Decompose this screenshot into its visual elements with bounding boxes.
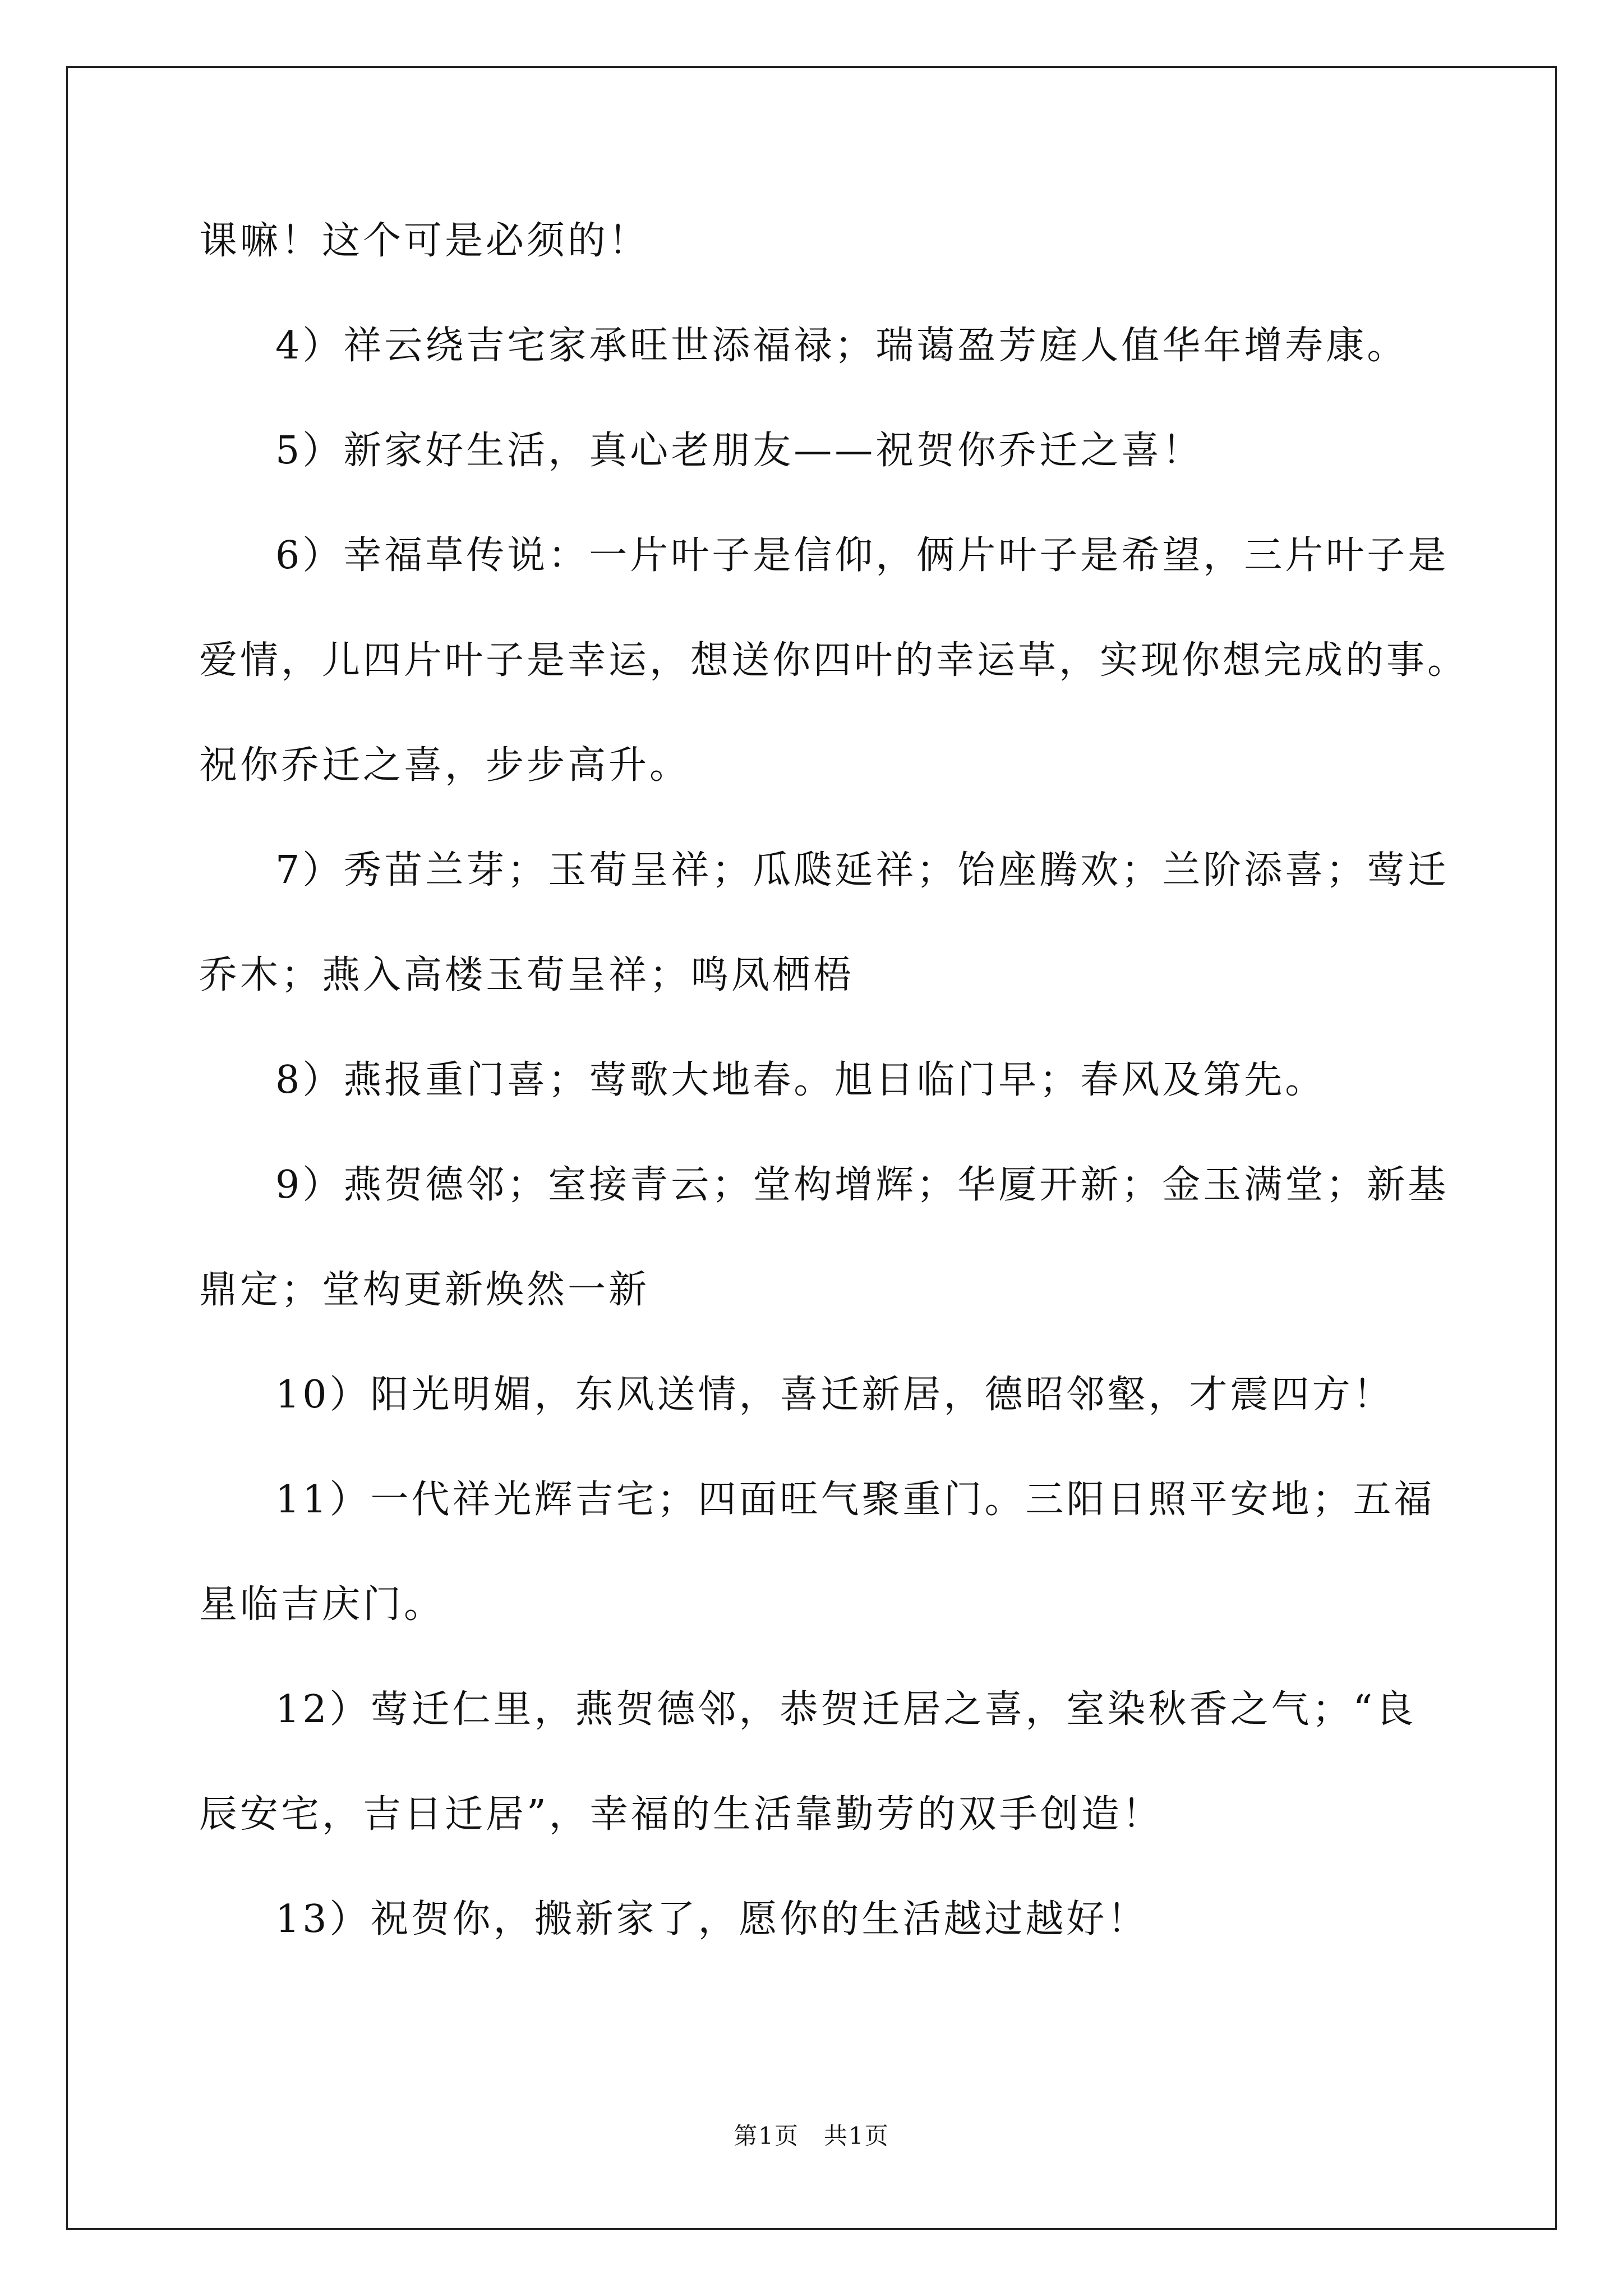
text-line: 6）幸福草传说：一片叶子是信仰，俩片叶子是希望，三片叶子是 xyxy=(275,533,1449,578)
text-line: 鼎定；堂构更新焕然一新 xyxy=(199,1268,650,1312)
text-line: 辰安宅，吉日迁居”，幸福的生活靠勤劳的双手创造！ xyxy=(199,1792,1163,1837)
text-line: 5）新家好生活，真心老朋友——祝贺你乔迁之喜！ xyxy=(275,429,1204,473)
text-line: 11）一代祥光辉吉宅；四面旺气聚重门。三阳日照平安地；五福 xyxy=(275,1478,1435,1522)
text-line: 12）莺迁仁里，燕贺德邻，恭贺迁居之喜，室染秋香之气；“良 xyxy=(275,1687,1417,1732)
page-number-footer: 第1页 共1页 xyxy=(734,2122,889,2150)
text-line: 乔木；燕入高楼玉荀呈祥；鸣凤栖梧 xyxy=(199,953,855,997)
text-line: 课嘛！这个可是必须的！ xyxy=(199,219,650,263)
text-line: 祝你乔迁之喜，步步高升。 xyxy=(199,743,691,788)
text-line: 4）祥云绕吉宅家承旺世添福禄；瑞蔼盈芳庭人值华年增寿康。 xyxy=(275,324,1408,368)
text-line: 9）燕贺德邻；室接青云；堂构增辉；华厦开新；金玉满堂；新基 xyxy=(275,1163,1449,1207)
text-line: 7）秀苗兰芽；玉荀呈祥；瓜瓞延祥；饴座腾欢；兰阶添喜；莺迁 xyxy=(275,848,1449,892)
text-line: 爱情，儿四片叶子是幸运，想送你四叶的幸运草，实现你想完成的事。 xyxy=(199,638,1469,683)
text-line: 10）阳光明媚，东风送情，喜迁新居，德昭邻壑，才震四方！ xyxy=(275,1373,1394,1417)
text-line: 星临吉庆门。 xyxy=(199,1582,445,1627)
text-line: 8）燕报重门喜；莺歌大地春。旭日临门早；春风及第先。 xyxy=(275,1058,1326,1102)
text-line: 13）祝贺你，搬新家了，愿你的生活越过越好！ xyxy=(275,1897,1149,1941)
